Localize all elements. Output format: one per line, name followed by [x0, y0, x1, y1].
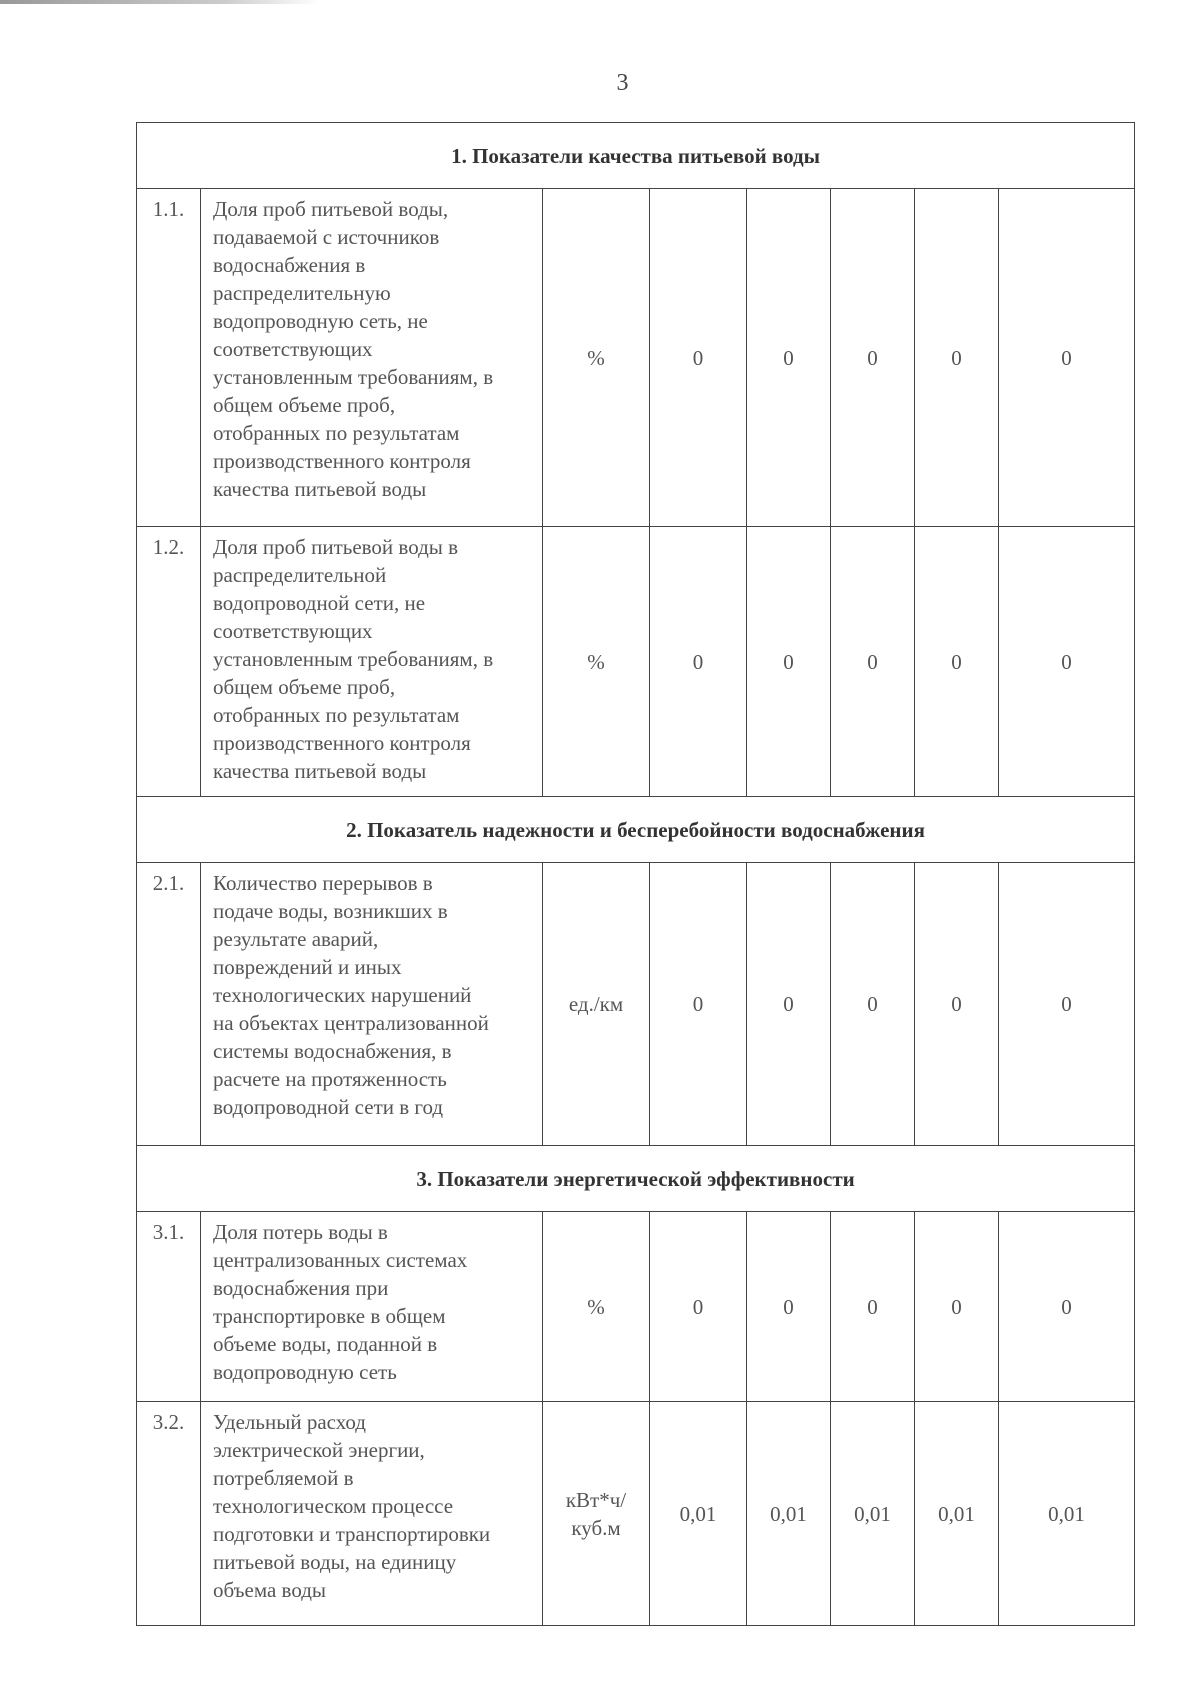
unit-cell: ед./км [543, 863, 650, 1146]
indicator-name-line: технологических нарушений [213, 983, 472, 1007]
indicator-name-line: общем объеме проб, [213, 675, 396, 699]
indicator-name-line: Доля проб питьевой воды, [213, 197, 449, 221]
value-cell: 0 [747, 527, 831, 797]
section-header-row [137, 1146, 1135, 1212]
indicator-name-line: водопроводной сети в год [213, 1095, 444, 1119]
section-title: 3. Показатели энергетической эффективности [137, 1146, 1135, 1212]
row-number: 3.1. [137, 1212, 201, 1402]
indicator-name-line: подготовки и транспортировки [213, 1522, 491, 1546]
unit-line: куб.м [571, 1515, 621, 1540]
row-number: 1.2. [137, 527, 201, 797]
indicator-name-line: Доля проб питьевой воды в [213, 535, 459, 559]
indicator-name-line: расчете на протяженность [213, 1067, 447, 1091]
value-cell: 0,01 [915, 1402, 999, 1626]
value-cell: 0 [999, 863, 1135, 1146]
indicator-name-line: Количество перерывов в [213, 871, 433, 895]
indicator-name-line: потребляемой в [213, 1466, 354, 1490]
indicator-name [201, 863, 543, 1146]
section-title: 1. Показатели качества питьевой воды [137, 123, 1135, 189]
unit-cell: % [543, 1212, 650, 1402]
indicator-name-line: общем объеме проб, [213, 393, 396, 417]
table-row [137, 527, 1135, 797]
indicator-name-line: подаче воды, возникших в [213, 899, 448, 923]
indicator-name-line: распределительную [213, 281, 391, 305]
unit-cell: % [543, 527, 650, 797]
indicator-name [201, 1402, 543, 1626]
value-cell: 0 [831, 863, 915, 1146]
indicator-name-line: Доля потерь воды в [213, 1220, 388, 1244]
value-cell: 0 [999, 189, 1135, 527]
value-cell: 0 [831, 1212, 915, 1402]
section-header-row [137, 797, 1135, 863]
indicator-name-line: отобранных по результатам [213, 703, 460, 727]
value-cell: 0,01 [747, 1402, 831, 1626]
value-cell: 0 [915, 1212, 999, 1402]
row-number: 3.2. [137, 1402, 201, 1626]
indicator-name-line: транспортировке в общем [213, 1304, 446, 1328]
indicator-name-line: на объектах централизованной [213, 1011, 489, 1035]
indicator-name-line: качества питьевой воды [213, 759, 427, 783]
value-cell: 0 [747, 863, 831, 1146]
value-cell: 0,01 [999, 1402, 1135, 1626]
indicator-name-line: технологическом процессе [213, 1494, 454, 1518]
unit-cell: % [543, 189, 650, 527]
indicator-name-line: производственного контроля [213, 449, 471, 473]
indicator-name-line: объема воды [213, 1578, 327, 1602]
value-cell: 0 [650, 189, 747, 527]
value-cell: 0 [999, 1212, 1135, 1402]
indicator-name-line: распределительной [213, 563, 387, 587]
value-cell: 0,01 [650, 1402, 747, 1626]
indicator-name-line: системы водоснабжения, в [213, 1039, 452, 1063]
value-cell: 0 [831, 189, 915, 527]
value-cell: 0 [650, 863, 747, 1146]
indicator-name-line: отобранных по результатам [213, 421, 460, 445]
indicator-name [201, 1212, 543, 1402]
value-cell: 0 [915, 863, 999, 1146]
value-cell: 0 [831, 527, 915, 797]
row-number: 1.1. [137, 189, 201, 527]
value-cell: 0,01 [831, 1402, 915, 1626]
indicator-name-line: водопроводную сеть, не [213, 309, 428, 333]
value-cell: 0 [747, 1212, 831, 1402]
indicator-name-line: электрической энергии, [213, 1438, 425, 1462]
indicators-table [136, 122, 1135, 1626]
scan-edge-mark [0, 0, 320, 4]
section-header-row [137, 123, 1135, 189]
indicator-name-line: установленным требованиям, в [213, 365, 494, 389]
section-title: 2. Показатель надежности и бесперебойности водоснабжения [137, 797, 1135, 863]
indicator-name-line: питьевой воды, на единицу [213, 1550, 457, 1574]
indicator-name-line: соответствующих [213, 619, 373, 643]
row-number: 2.1. [137, 863, 201, 1146]
indicator-name-line: водопроводную сеть [213, 1360, 397, 1384]
indicator-name-line: установленным требованиям, в [213, 647, 494, 671]
value-cell: 0 [999, 527, 1135, 797]
value-cell: 0 [915, 527, 999, 797]
indicator-name [201, 189, 543, 527]
indicator-name-line: объеме воды, поданной в [213, 1332, 438, 1356]
table-row [137, 189, 1135, 527]
table-row [137, 1402, 1135, 1626]
indicator-name-line: подаваемой с источников [213, 225, 440, 249]
indicator-name-line: Удельный расход [213, 1410, 366, 1434]
table-body [137, 123, 1135, 1626]
table-row [137, 1212, 1135, 1402]
indicator-name-line: соответствующих [213, 337, 373, 361]
value-cell: 0 [650, 527, 747, 797]
value-cell: 0 [747, 189, 831, 527]
indicator-name-line: производственного контроля [213, 731, 471, 755]
indicator-name-line: водопроводной сети, не [213, 591, 426, 615]
indicator-name [201, 527, 543, 797]
indicator-name-line: качества питьевой воды [213, 477, 427, 501]
indicator-name-line: централизованных системах [213, 1248, 468, 1272]
value-cell: 0 [915, 189, 999, 527]
indicator-name-line: водоснабжения в [213, 253, 366, 277]
indicator-name-line: повреждений и иных [213, 955, 402, 979]
unit-line: кВт*ч/ [565, 1487, 627, 1512]
page-number: 3 [616, 70, 629, 96]
table-row [137, 863, 1135, 1146]
unit-cell [543, 1402, 650, 1626]
value-cell: 0 [650, 1212, 747, 1402]
indicator-name-line: водоснабжения при [213, 1276, 389, 1300]
indicator-name-line: результате аварий, [213, 927, 379, 951]
